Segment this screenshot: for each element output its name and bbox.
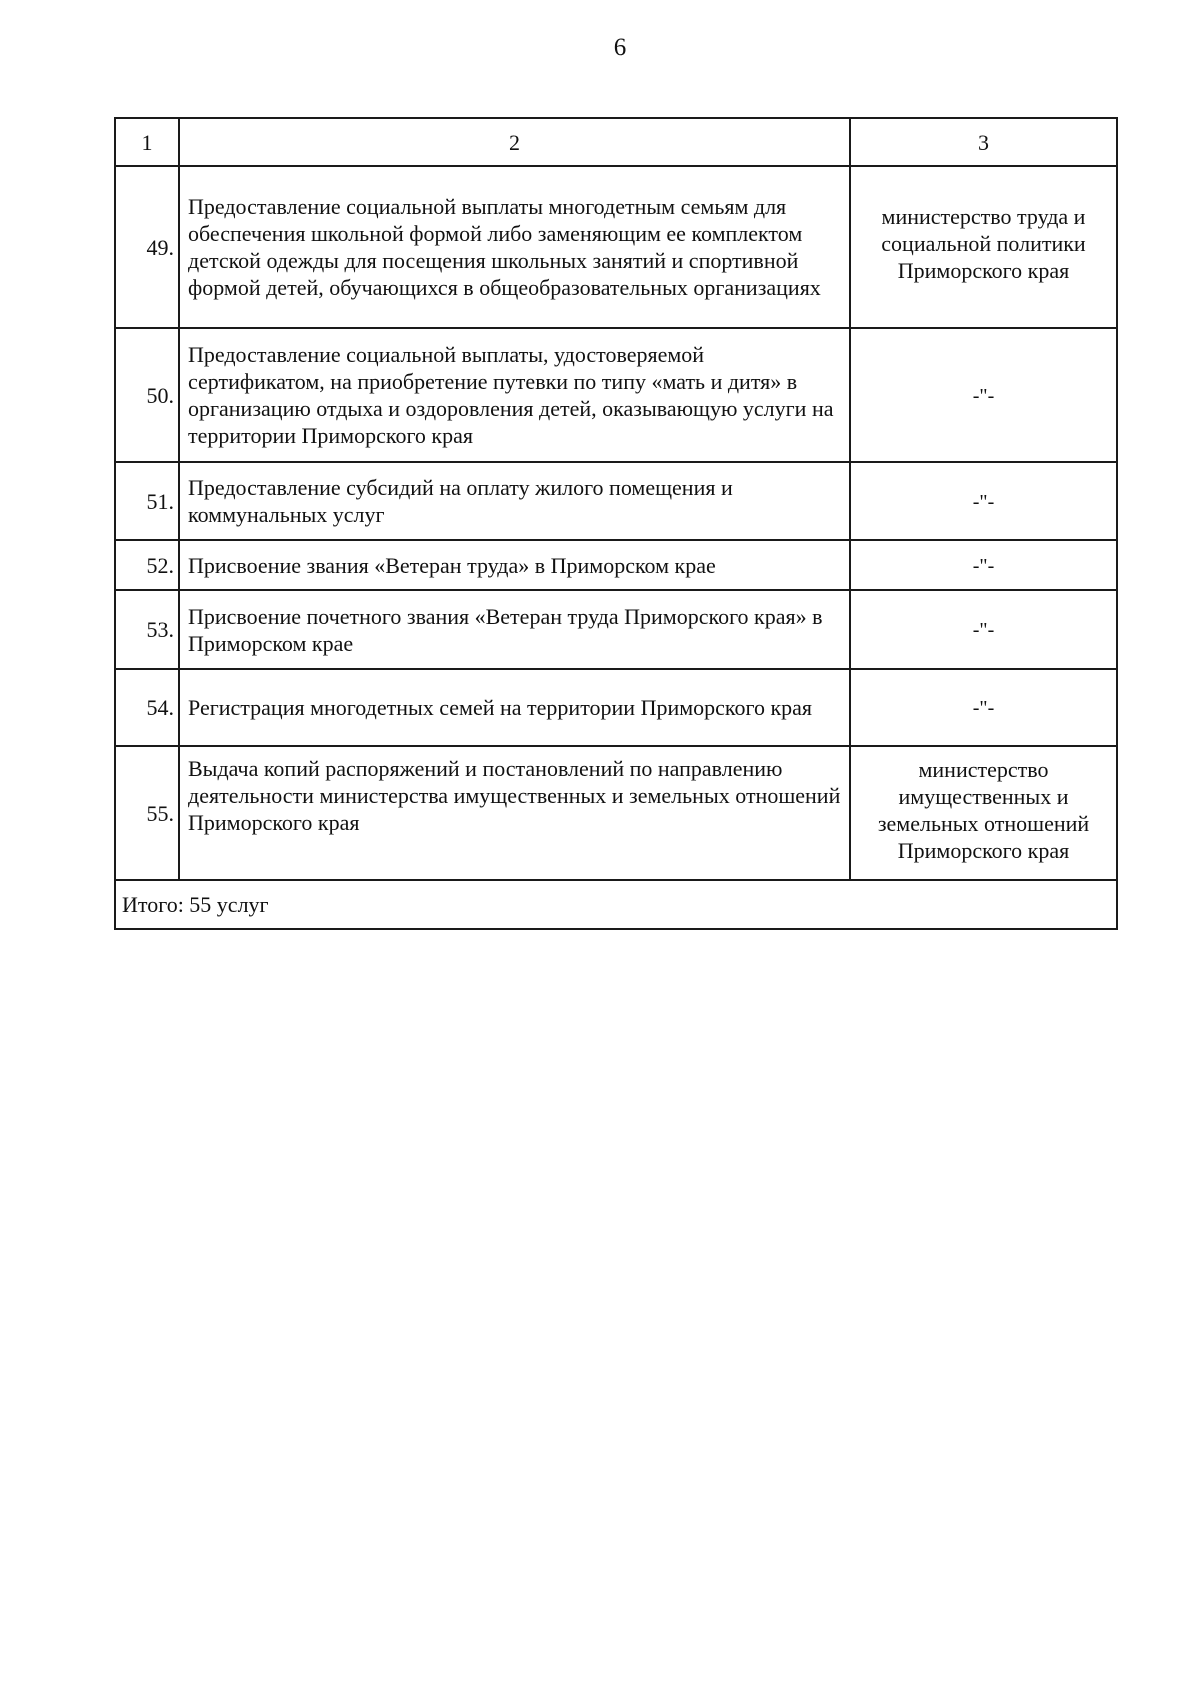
service-name: Присвоение почетного звания «Ветеран труда Приморского края» в Приморском крае bbox=[179, 590, 850, 669]
service-name: Предоставление субсидий на оплату жилого помещения и коммунальных услуг bbox=[179, 462, 850, 540]
table-row bbox=[115, 328, 1117, 462]
responsible-organization: министерство труда и социальной политики Приморского края bbox=[850, 166, 1117, 328]
row-number: 51. bbox=[115, 462, 179, 540]
row-number: 52. bbox=[115, 540, 179, 590]
ditto-mark: -"- bbox=[972, 697, 995, 719]
responsible-organization bbox=[850, 328, 1117, 462]
table-row bbox=[115, 590, 1117, 669]
table-row bbox=[115, 669, 1117, 746]
header-cell-1: 1 bbox=[115, 118, 179, 166]
page-number: 6 bbox=[613, 34, 627, 61]
ditto-mark: -"- bbox=[972, 619, 995, 641]
responsible-organization: министерство имущественных и земельных отношений Приморского края bbox=[850, 746, 1117, 880]
service-name: Предоставление социальной выплаты многодетным семьям для обеспечения школьной формой либо заменяющим ее комплектом детской одежды для посещения школьных занятий и спортивной формой детей, обучающихся в общеобразовательных организациях bbox=[179, 166, 850, 328]
table-row bbox=[115, 540, 1117, 590]
responsible-organization bbox=[850, 462, 1117, 540]
row-number: 49. bbox=[115, 166, 179, 328]
table-total-row bbox=[115, 880, 1117, 929]
row-number: 55. bbox=[115, 746, 179, 880]
service-name: Выдача копий распоряжений и постановлений по направлению деятельности министерства имущественных и земельных отношений Приморского края bbox=[179, 746, 850, 880]
row-number: 53. bbox=[115, 590, 179, 669]
service-name: Предоставление социальной выплаты, удостоверяемой сертификатом, на приобретение путевки по типу «мать и дитя» в организацию отдыха и оздоровления детей, оказывающую услуги на территории Приморского края bbox=[179, 328, 850, 462]
ditto-mark: -"- bbox=[972, 384, 995, 407]
row-number: 54. bbox=[115, 669, 179, 746]
row-number: 50. bbox=[115, 328, 179, 462]
table-row bbox=[115, 746, 1117, 880]
header-cell-3: 3 bbox=[850, 118, 1117, 166]
services-table bbox=[114, 117, 1118, 930]
service-name: Присвоение звания «Ветеран труда» в Приморском крае bbox=[179, 540, 850, 590]
table-header-row bbox=[115, 118, 1117, 166]
responsible-organization bbox=[850, 590, 1117, 669]
ditto-mark: -"- bbox=[972, 490, 995, 513]
responsible-organization bbox=[850, 540, 1117, 590]
total-label: Итого: 55 услуг bbox=[115, 880, 1117, 929]
responsible-organization bbox=[850, 669, 1117, 746]
ditto-mark: -"- bbox=[972, 554, 995, 577]
service-name: Регистрация многодетных семей на территории Приморского края bbox=[179, 669, 850, 746]
table-row bbox=[115, 462, 1117, 540]
header-cell-2: 2 bbox=[179, 118, 850, 166]
table-row bbox=[115, 166, 1117, 328]
